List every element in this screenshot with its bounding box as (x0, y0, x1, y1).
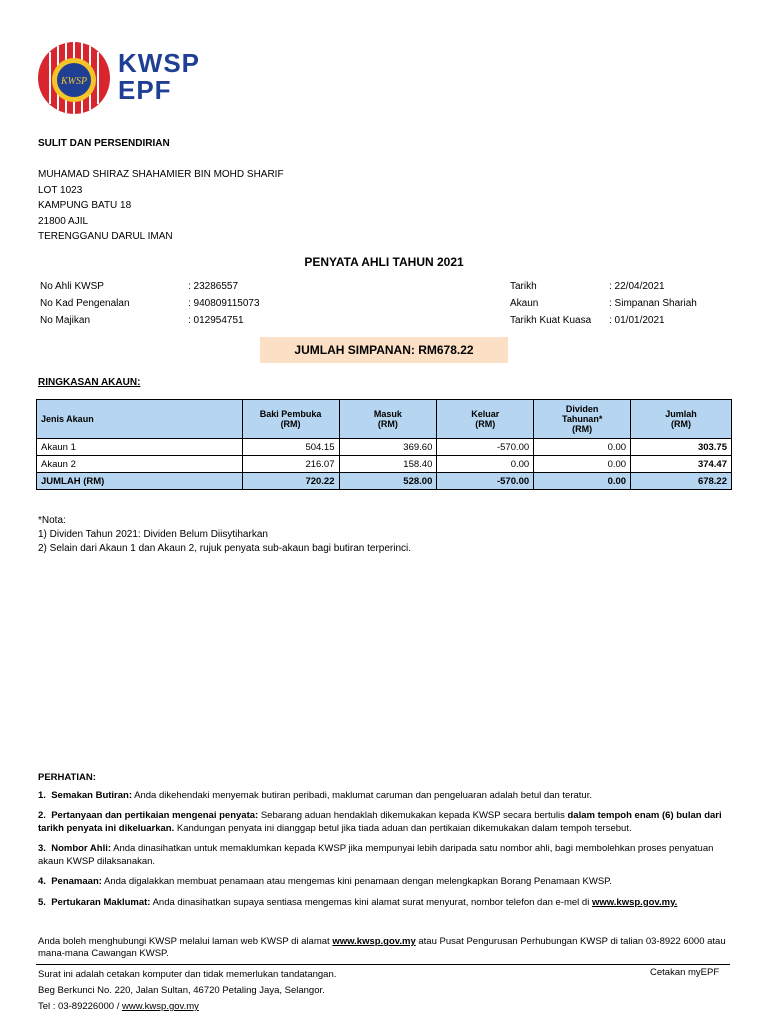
logo-line-kwsp: KWSP (118, 48, 200, 78)
effective-date: : 01/01/2021 (609, 315, 665, 326)
attention-item: 5. Pertukaran Maklumat: Anda dinasihatkan supaya sentiasa mengemas kini alamat surat menyurat, nombor telefon dan e-mel di www.kwsp.gov.my. (38, 896, 678, 908)
cell-baki: 504.15 (242, 439, 339, 456)
attention-item: 1. Semakan Butiran: Anda dikehendaki menyemak butiran peribadi, maklumat caruman dan pengeluaran adalah betul dan teratur. (38, 789, 592, 801)
ic-number: : 940809115073 (188, 298, 260, 309)
address-line: 21800 AJIL (38, 215, 89, 227)
info-label: No Majikan (40, 315, 91, 326)
cell-jumlah: 678.22 (631, 473, 732, 490)
table-total-row (37, 473, 732, 490)
cell-dividen: 0.00 (534, 473, 631, 490)
attention-item: 3. Nombor Ahli: Anda dinasihatkan untuk memaklumkan kepada KWSP jika mempunyai lebih daripada satu nombor ahli, bagi membolehkan proses penyatuan akaun KWSP dilaksanakan. (38, 843, 714, 867)
cell-jumlah: 374.47 (631, 456, 732, 473)
cell-masuk: 369.60 (339, 439, 437, 456)
cell-keluar: -570.00 (437, 473, 534, 490)
info-right-values (609, 278, 697, 329)
info-label: Tarikh Kuat Kuasa (510, 315, 592, 326)
attention-heading: PERHATIAN: (38, 772, 96, 783)
table-row (37, 456, 732, 473)
table-header-row (37, 400, 732, 439)
footer-divider (36, 964, 730, 965)
svg-text:KWSP: KWSP (60, 76, 88, 87)
cell-baki: 720.22 (242, 473, 339, 490)
recipient-address (38, 167, 284, 245)
cell-dividen: 0.00 (534, 456, 631, 473)
contact-info: Anda boleh menghubungi KWSP melalui laman web KWSP di alamat www.kwsp.gov.my atau Pusat Pengurusan Perhubungan KWSP di talian 03-8922 6000 atau mana-mana Cawangan KWSP. (38, 936, 726, 959)
cell-masuk: 158.40 (339, 456, 437, 473)
account-type: : Simpanan Shariah (609, 298, 697, 309)
col-jumlah: Jumlah (RM) (631, 400, 732, 439)
col-jenis-akaun: Jenis Akaun (37, 400, 243, 439)
footer-website-link[interactable]: www.kwsp.gov.my (121, 1001, 199, 1012)
note-item: 1) Dividen Tahun 2021: Dividen Belum Diisytiharkan (38, 529, 268, 540)
account-summary-table (36, 399, 732, 490)
cell-jenis: JUMLAH (RM) (37, 473, 243, 490)
note-item: 2) Selain dari Akaun 1 dan Akaun 2, rujuk penyata sub-akaun bagi butiran terperinci. (38, 543, 412, 554)
col-keluar: Keluar (RM) (437, 400, 534, 439)
total-savings-banner: JUMLAH SIMPANAN: RM678.22 (260, 337, 508, 363)
confidential-label: SULIT DAN PERSENDIRIAN (38, 138, 170, 149)
footer-left (38, 967, 336, 1015)
employer-number: : 012954751 (188, 315, 244, 326)
footer-address: Beg Berkunci No. 220, Jalan Sultan, 46720 Petaling Jaya, Selangor. (38, 985, 325, 996)
kwsp-emblem-icon (36, 38, 112, 118)
cell-jumlah: 303.75 (631, 439, 732, 456)
kwsp-website-link[interactable]: www.kwsp.gov.my (332, 936, 416, 947)
info-right-labels (510, 278, 591, 329)
cell-jenis: Akaun 1 (37, 439, 243, 456)
footer-print-source: Cetakan myEPF (650, 967, 720, 978)
notes-section (38, 514, 411, 556)
info-label: Tarikh (510, 281, 537, 292)
info-left-values (188, 278, 260, 329)
info-label: No Kad Pengenalan (40, 298, 130, 309)
info-label: No Ahli KWSP (40, 281, 104, 292)
attention-item: 2. Pertanyaan dan pertikaian mengenai penyata: Sebarang aduan hendaklah dikemukakan kepada KWSP secara bertulis dalam tempoh enam (6) bulan dari tarikh penyata ini dikeluarkan. Kandungan penyata ini dianggap betul jika tiada aduan dan pertikaian dikemukakan dalam tempoh tersebut. (38, 810, 722, 834)
col-masuk: Masuk (RM) (339, 400, 437, 439)
statement-title: PENYATA AHLI TAHUN 2021 (304, 255, 464, 269)
cell-masuk: 528.00 (339, 473, 437, 490)
account-summary-heading: RINGKASAN AKAUN: (38, 377, 141, 388)
attention-item: 4. Penamaan: Anda digalakkan membuat penamaan atau mengemas kini penamaan dengan melengkapkan Borang Penamaan KWSP. (38, 876, 612, 887)
col-baki-pembuka: Baki Pembuka (RM) (242, 400, 339, 439)
footer-contact: Tel : 03-89226000 / www.kwsp.gov.my (38, 1001, 199, 1012)
table-row (37, 439, 732, 456)
notes-heading: *Nota: (38, 515, 66, 526)
attention-section (38, 772, 728, 917)
cell-jenis: Akaun 2 (37, 456, 243, 473)
member-number: : 23286557 (188, 281, 239, 292)
address-line: TERENGGANU DARUL IMAN (38, 231, 173, 242)
logo-line-epf: EPF (118, 75, 172, 105)
info-left-labels (40, 278, 130, 329)
address-line: LOT 1023 (38, 184, 83, 196)
kwsp-website-link[interactable]: www.kwsp.gov.my. (591, 896, 678, 908)
footer-note: Surat ini adalah cetakan komputer dan tidak memerlukan tandatangan. (38, 969, 337, 980)
cell-dividen: 0.00 (534, 439, 631, 456)
address-line: KAMPUNG BATU 18 (38, 200, 132, 211)
cell-keluar: -570.00 (437, 439, 534, 456)
col-dividen: Dividen Tahunan* (RM) (534, 400, 631, 439)
kwsp-logo-text (118, 50, 200, 104)
cell-baki: 216.07 (242, 456, 339, 473)
kwsp-logo (36, 38, 200, 118)
statement-date: : 22/04/2021 (609, 281, 665, 292)
cell-keluar: 0.00 (437, 456, 534, 473)
recipient-name: MUHAMAD SHIRAZ SHAHAMIER BIN MOHD SHARIF (38, 169, 284, 180)
info-label: Akaun (510, 298, 539, 309)
